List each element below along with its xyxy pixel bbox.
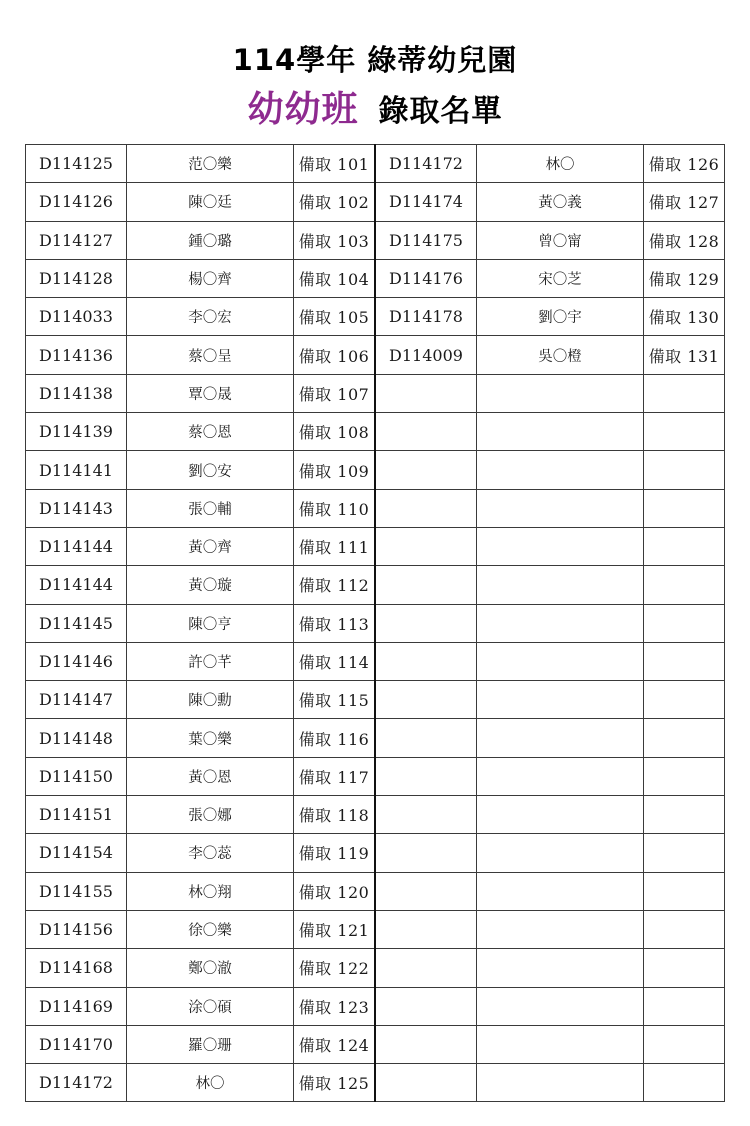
left-applicant-name: 李〇宏 — [127, 298, 294, 336]
table-row — [26, 489, 725, 527]
left-applicant-name: 林〇翔 — [127, 872, 294, 910]
left-applicant-code: D114147 — [26, 681, 127, 719]
empty-cell — [477, 604, 644, 642]
table-row — [26, 451, 725, 489]
left-waitlist-status: 備取 105 — [294, 298, 376, 336]
right-waitlist-status: 備取 129 — [644, 259, 725, 297]
empty-cell — [477, 527, 644, 565]
table-row — [26, 949, 725, 987]
left-applicant-code: D114144 — [26, 527, 127, 565]
page-subtitle — [0, 88, 750, 138]
empty-cell — [644, 987, 725, 1025]
table-row — [26, 987, 725, 1025]
table-row — [26, 757, 725, 795]
empty-cell — [644, 642, 725, 680]
left-applicant-code: D114155 — [26, 872, 127, 910]
left-waitlist-status: 備取 104 — [294, 259, 376, 297]
right-applicant-code: D114009 — [375, 336, 477, 374]
left-applicant-name: 李〇蕊 — [127, 834, 294, 872]
empty-cell — [477, 374, 644, 412]
admission-table — [25, 144, 725, 1102]
empty-cell — [477, 451, 644, 489]
left-applicant-name: 陳〇廷 — [127, 183, 294, 221]
table-row — [26, 681, 725, 719]
empty-cell — [477, 834, 644, 872]
left-waitlist-status: 備取 114 — [294, 642, 376, 680]
left-applicant-name: 徐〇樂 — [127, 910, 294, 948]
left-waitlist-status: 備取 113 — [294, 604, 376, 642]
empty-cell — [477, 1025, 644, 1063]
right-applicant-name: 曾〇甯 — [477, 221, 644, 259]
table-row — [26, 413, 725, 451]
right-applicant-name: 黃〇義 — [477, 183, 644, 221]
table-row — [26, 566, 725, 604]
left-applicant-name: 陳〇勳 — [127, 681, 294, 719]
empty-cell — [375, 489, 477, 527]
table-row — [26, 336, 725, 374]
left-applicant-name: 鄭〇澈 — [127, 949, 294, 987]
empty-cell — [477, 642, 644, 680]
table-row — [26, 145, 725, 183]
left-waitlist-status: 備取 102 — [294, 183, 376, 221]
left-applicant-code: D114126 — [26, 183, 127, 221]
left-waitlist-status: 備取 111 — [294, 527, 376, 565]
table-row — [26, 719, 725, 757]
left-applicant-code: D114151 — [26, 796, 127, 834]
list-title: 錄取名單 — [378, 94, 503, 129]
empty-cell — [477, 987, 644, 1025]
left-applicant-name: 范〇樂 — [127, 145, 294, 183]
empty-cell — [644, 719, 725, 757]
left-applicant-code: D114127 — [26, 221, 127, 259]
empty-cell — [644, 681, 725, 719]
left-applicant-name: 蔡〇呈 — [127, 336, 294, 374]
left-applicant-name: 葉〇樂 — [127, 719, 294, 757]
right-waitlist-status: 備取 127 — [644, 183, 725, 221]
empty-cell — [644, 796, 725, 834]
right-waitlist-status: 備取 130 — [644, 298, 725, 336]
left-applicant-code: D114144 — [26, 566, 127, 604]
right-waitlist-status: 備取 128 — [644, 221, 725, 259]
left-applicant-code: D114139 — [26, 413, 127, 451]
left-waitlist-status: 備取 109 — [294, 451, 376, 489]
table-row — [26, 1064, 725, 1102]
empty-cell — [375, 910, 477, 948]
empty-cell — [375, 719, 477, 757]
empty-cell — [644, 757, 725, 795]
left-waitlist-status: 備取 110 — [294, 489, 376, 527]
right-waitlist-status: 備取 126 — [644, 145, 725, 183]
left-waitlist-status: 備取 107 — [294, 374, 376, 412]
admission-table-body — [26, 145, 725, 1102]
left-waitlist-status: 備取 116 — [294, 719, 376, 757]
empty-cell — [644, 413, 725, 451]
left-waitlist-status: 備取 124 — [294, 1025, 376, 1063]
empty-cell — [644, 451, 725, 489]
left-applicant-code: D114154 — [26, 834, 127, 872]
left-applicant-code: D114172 — [26, 1064, 127, 1102]
left-waitlist-status: 備取 112 — [294, 566, 376, 604]
table-row — [26, 1025, 725, 1063]
empty-cell — [375, 604, 477, 642]
right-applicant-code: D114172 — [375, 145, 477, 183]
right-applicant-name: 劉〇宇 — [477, 298, 644, 336]
left-applicant-name: 鍾〇璐 — [127, 221, 294, 259]
empty-cell — [375, 757, 477, 795]
left-applicant-name: 許〇芊 — [127, 642, 294, 680]
left-waitlist-status: 備取 117 — [294, 757, 376, 795]
table-row — [26, 642, 725, 680]
left-applicant-name: 張〇娜 — [127, 796, 294, 834]
empty-cell — [375, 413, 477, 451]
left-applicant-code: D114145 — [26, 604, 127, 642]
empty-cell — [477, 719, 644, 757]
left-applicant-name: 黃〇恩 — [127, 757, 294, 795]
empty-cell — [375, 451, 477, 489]
empty-cell — [375, 681, 477, 719]
table-row — [26, 374, 725, 412]
empty-cell — [644, 566, 725, 604]
left-applicant-name: 羅〇珊 — [127, 1025, 294, 1063]
left-applicant-code: D114170 — [26, 1025, 127, 1063]
empty-cell — [375, 566, 477, 604]
class-name: 幼幼班 — [247, 89, 359, 130]
left-applicant-code: D114125 — [26, 145, 127, 183]
table-row — [26, 259, 725, 297]
empty-cell — [375, 1064, 477, 1102]
table-row — [26, 183, 725, 221]
left-waitlist-status: 備取 120 — [294, 872, 376, 910]
empty-cell — [477, 910, 644, 948]
right-applicant-name: 林〇 — [477, 145, 644, 183]
table-row — [26, 910, 725, 948]
left-applicant-code: D114138 — [26, 374, 127, 412]
left-applicant-code: D114128 — [26, 259, 127, 297]
left-applicant-code: D114033 — [26, 298, 127, 336]
right-applicant-code: D114175 — [375, 221, 477, 259]
left-applicant-name: 黃〇璇 — [127, 566, 294, 604]
right-waitlist-status: 備取 131 — [644, 336, 725, 374]
empty-cell — [477, 566, 644, 604]
empty-cell — [375, 527, 477, 565]
empty-cell — [644, 604, 725, 642]
left-waitlist-status: 備取 121 — [294, 910, 376, 948]
empty-cell — [477, 796, 644, 834]
left-applicant-name: 林〇 — [127, 1064, 294, 1102]
left-applicant-code: D114143 — [26, 489, 127, 527]
table-row — [26, 872, 725, 910]
table-row — [26, 796, 725, 834]
right-applicant-code: D114174 — [375, 183, 477, 221]
empty-cell — [644, 489, 725, 527]
empty-cell — [375, 796, 477, 834]
left-waitlist-status: 備取 106 — [294, 336, 376, 374]
left-applicant-code: D114169 — [26, 987, 127, 1025]
empty-cell — [375, 642, 477, 680]
left-applicant-code: D114156 — [26, 910, 127, 948]
left-applicant-name: 劉〇安 — [127, 451, 294, 489]
table-row — [26, 298, 725, 336]
left-applicant-name: 蔡〇恩 — [127, 413, 294, 451]
right-applicant-name: 吳〇橙 — [477, 336, 644, 374]
left-applicant-name: 覃〇晟 — [127, 374, 294, 412]
empty-cell — [477, 489, 644, 527]
left-applicant-code: D114136 — [26, 336, 127, 374]
empty-cell — [644, 527, 725, 565]
empty-cell — [644, 949, 725, 987]
empty-cell — [644, 1025, 725, 1063]
left-applicant-name: 陳〇亨 — [127, 604, 294, 642]
right-applicant-code: D114176 — [375, 259, 477, 297]
left-waitlist-status: 備取 122 — [294, 949, 376, 987]
left-applicant-name: 楊〇齊 — [127, 259, 294, 297]
left-waitlist-status: 備取 118 — [294, 796, 376, 834]
empty-cell — [644, 1064, 725, 1102]
empty-cell — [644, 910, 725, 948]
left-waitlist-status: 備取 119 — [294, 834, 376, 872]
left-waitlist-status: 備取 101 — [294, 145, 376, 183]
empty-cell — [477, 949, 644, 987]
empty-cell — [644, 834, 725, 872]
empty-cell — [644, 374, 725, 412]
empty-cell — [375, 834, 477, 872]
table-row — [26, 527, 725, 565]
left-waitlist-status: 備取 103 — [294, 221, 376, 259]
left-waitlist-status: 備取 115 — [294, 681, 376, 719]
left-waitlist-status: 備取 123 — [294, 987, 376, 1025]
left-applicant-code: D114168 — [26, 949, 127, 987]
empty-cell — [477, 872, 644, 910]
left-applicant-code: D114148 — [26, 719, 127, 757]
empty-cell — [375, 374, 477, 412]
table-row — [26, 221, 725, 259]
empty-cell — [477, 413, 644, 451]
empty-cell — [477, 1064, 644, 1102]
right-applicant-code: D114178 — [375, 298, 477, 336]
left-applicant-name: 張〇輔 — [127, 489, 294, 527]
left-waitlist-status: 備取 125 — [294, 1064, 376, 1102]
left-applicant-code: D114146 — [26, 642, 127, 680]
left-applicant-name: 黃〇齊 — [127, 527, 294, 565]
right-applicant-name: 宋〇芝 — [477, 259, 644, 297]
page-title: 114學年 綠蒂幼兒園 — [232, 43, 518, 77]
empty-cell — [477, 757, 644, 795]
table-row — [26, 604, 725, 642]
left-applicant-name: 涂〇碩 — [127, 987, 294, 1025]
empty-cell — [375, 1025, 477, 1063]
left-waitlist-status: 備取 108 — [294, 413, 376, 451]
left-applicant-code: D114141 — [26, 451, 127, 489]
empty-cell — [644, 872, 725, 910]
empty-cell — [375, 987, 477, 1025]
empty-cell — [375, 949, 477, 987]
empty-cell — [477, 681, 644, 719]
table-row — [26, 834, 725, 872]
empty-cell — [375, 872, 477, 910]
left-applicant-code: D114150 — [26, 757, 127, 795]
